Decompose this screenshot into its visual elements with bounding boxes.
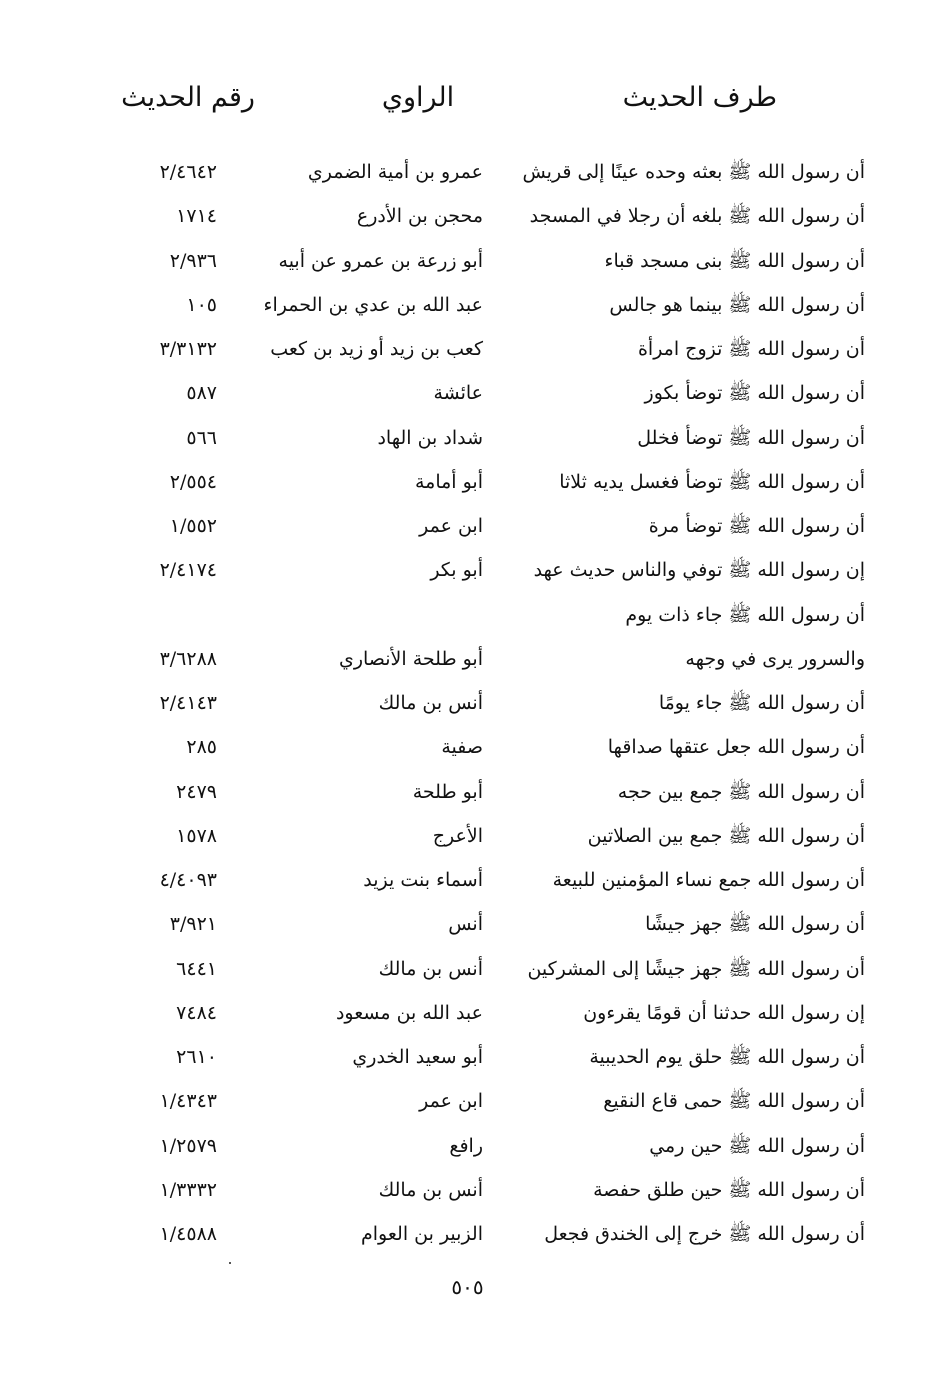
hadith-text: أن رسول الله ﷺ جاء ذات يوم [625, 603, 865, 626]
table-row [0, 283, 935, 327]
table-row [0, 637, 935, 681]
hadith-text: أن رسول الله ﷺ جاء يومًا [658, 692, 865, 714]
table-row [0, 548, 935, 592]
narrator: الأعرج [432, 824, 483, 847]
table-row [0, 858, 935, 902]
table-row [0, 681, 935, 725]
hadith-number: ١٧١٤ [176, 205, 217, 228]
header-hadith-text: طرف الحديث [622, 82, 777, 113]
table-row [0, 1168, 935, 1212]
hadith-text: أن رسول الله ﷺ حين طلق حفصة [593, 1178, 865, 1201]
hadith-text: أن رسول الله ﷺ توضأ مرة [648, 515, 865, 537]
hadith-number: ٢٨٥ [186, 736, 217, 759]
narrator: أبو أمامة [414, 470, 483, 493]
hadith-number: ٤/٤٠٩٣ [159, 869, 217, 891]
hadith-text: أن رسول الله ﷺ توضأ فخلل [637, 426, 865, 449]
hadith-number: ١/٢٥٧٩ [159, 1134, 217, 1157]
hadith-text: أن رسول الله ﷺ جمع بين الصلاتين [587, 824, 865, 847]
hadith-text: أن رسول الله ﷺ حين رمي [649, 1134, 865, 1157]
table-row [0, 1035, 935, 1079]
table-row [0, 1124, 935, 1168]
narrator: أبو زرعة بن عمرو عن أبيه [278, 249, 483, 272]
narrator: عمرو بن أمية الضمري [307, 161, 483, 183]
hadith-number: ١٥٧٨ [176, 824, 217, 847]
page-number: ٥٠٥ [451, 1275, 484, 1299]
table-row [0, 416, 935, 460]
hadith-text: أن رسول الله ﷺ بينما هو جالس [609, 293, 865, 316]
hadith-text: أن رسول الله ﷺ خرج إلى الخندق فجعل [544, 1223, 865, 1245]
narrator: عبد الله بن عدي بن الحمراء [263, 293, 483, 316]
hadith-text: أن رسول الله ﷺ توضأ فغسل يديه ثلاثا [559, 470, 865, 493]
table-row [0, 150, 935, 194]
hadith-text: أن رسول الله ﷺ بنى مسجد قباء [604, 249, 865, 272]
narrator: أسماء بنت يزيد [363, 869, 483, 891]
hadith-number: ٧٤٨٤ [176, 1001, 217, 1024]
table-body [0, 150, 935, 1256]
narrator: رافع [449, 1134, 483, 1157]
narrator: كعب بن زيد أو زيد بن كعب [270, 338, 483, 360]
hadith-number: ٢٤٧٩ [176, 780, 217, 803]
table-row [0, 770, 935, 814]
hadith-text: أن رسول الله ﷺ حلق يوم الحديبية [589, 1046, 865, 1068]
narrator: شداد بن الهاد [377, 426, 483, 449]
hadith-number: ٦٤٤١ [176, 957, 217, 980]
table-row [0, 902, 935, 946]
narrator: أبو بكر [430, 559, 483, 582]
narrator: أبو طلحة الأنصاري [338, 647, 483, 670]
hadith-number: ١/٤٥٨٨ [159, 1223, 217, 1245]
narrator: أنس بن مالك [378, 1178, 483, 1201]
narrator: أنس [448, 913, 483, 936]
hadith-number: ١/٥٥٢ [169, 515, 217, 537]
hadith-number: ٢/٥٥٤ [169, 470, 217, 493]
hadith-text: أن رسول الله ﷺ جهز جيشًا إلى المشركين [527, 957, 865, 980]
table-row [0, 239, 935, 283]
hadith-text: أن رسول الله جمع نساء المؤمنين للبيعة [552, 869, 865, 891]
narrator: أنس بن مالك [378, 957, 483, 980]
hadith-text: إن رسول الله حدثنا أن قومًا يقرءون [583, 1001, 865, 1024]
hadith-text: أن رسول الله ﷺ توضأ بكوز [644, 382, 865, 405]
table-row [0, 593, 935, 637]
table-row [0, 504, 935, 548]
hadith-number: ٢/٤١٤٣ [159, 692, 217, 714]
narrator: أبو سعيد الخدري [352, 1046, 483, 1068]
hadith-number: ٣/٦٢٨٨ [159, 647, 217, 670]
hadith-text: أن رسول الله ﷺ بلغه أن رجلا في المسجد [529, 205, 865, 228]
hadith-number: ٢/٤٦٤٢ [159, 161, 217, 183]
table-row [0, 1079, 935, 1123]
hadith-text: والسرور يرى في وجهه [685, 647, 865, 670]
table-row [0, 1212, 935, 1256]
narrator: أنس بن مالك [378, 692, 483, 714]
narrator: عبد الله بن مسعود [335, 1001, 483, 1024]
hadith-number: ٥٦٦ [186, 426, 217, 449]
print-speck [229, 1262, 231, 1264]
hadith-number: ٢٦١٠ [176, 1046, 217, 1068]
narrator: أبو طلحة [412, 780, 483, 803]
hadith-text: أن رسول الله جعل عتقها صداقها [607, 736, 865, 759]
narrator: ابن عمر [419, 515, 483, 537]
hadith-text: إن رسول الله ﷺ توفي والناس حديث عهد [533, 559, 865, 582]
hadith-number: ١/٣٣٣٢ [159, 1178, 217, 1201]
hadith-number: ١٠٥ [186, 293, 217, 316]
hadith-number: ٥٨٧ [186, 382, 217, 405]
table-row [0, 327, 935, 371]
narrator: عائشة [433, 382, 483, 405]
table-row [0, 460, 935, 504]
narrator: محجن بن الأدرع [356, 205, 483, 228]
table-row [0, 991, 935, 1035]
table-row [0, 725, 935, 769]
hadith-number: ٣/٣١٣٢ [159, 338, 217, 360]
narrator: ابن عمر [419, 1090, 483, 1113]
hadith-number: ٢/٤١٧٤ [159, 559, 217, 582]
hadith-number: ٢/٩٣٦ [169, 249, 217, 272]
hadith-number: ٣/٩٢١ [169, 913, 217, 936]
table-header [0, 78, 935, 122]
table-row [0, 194, 935, 238]
hadith-text: أن رسول الله ﷺ جمع بين حجه [617, 780, 865, 803]
narrator: الزبير بن العوام [361, 1223, 483, 1245]
header-narrator: الراوي [381, 82, 455, 113]
table-row [0, 947, 935, 991]
hadith-number: ١/٤٣٤٣ [159, 1090, 217, 1113]
hadith-text: أن رسول الله ﷺ جهز جيشًا [645, 913, 865, 936]
table-row [0, 371, 935, 415]
narrator: صفية [441, 736, 483, 759]
hadith-text: أن رسول الله ﷺ تزوج امرأة [637, 338, 865, 360]
hadith-text: أن رسول الله ﷺ بعثه وحده عينًا إلى قريش [522, 161, 865, 183]
hadith-text: أن رسول الله ﷺ حمى قاع النقيع [603, 1090, 865, 1113]
header-hadith-number: رقم الحديث [121, 82, 255, 113]
table-row [0, 814, 935, 858]
